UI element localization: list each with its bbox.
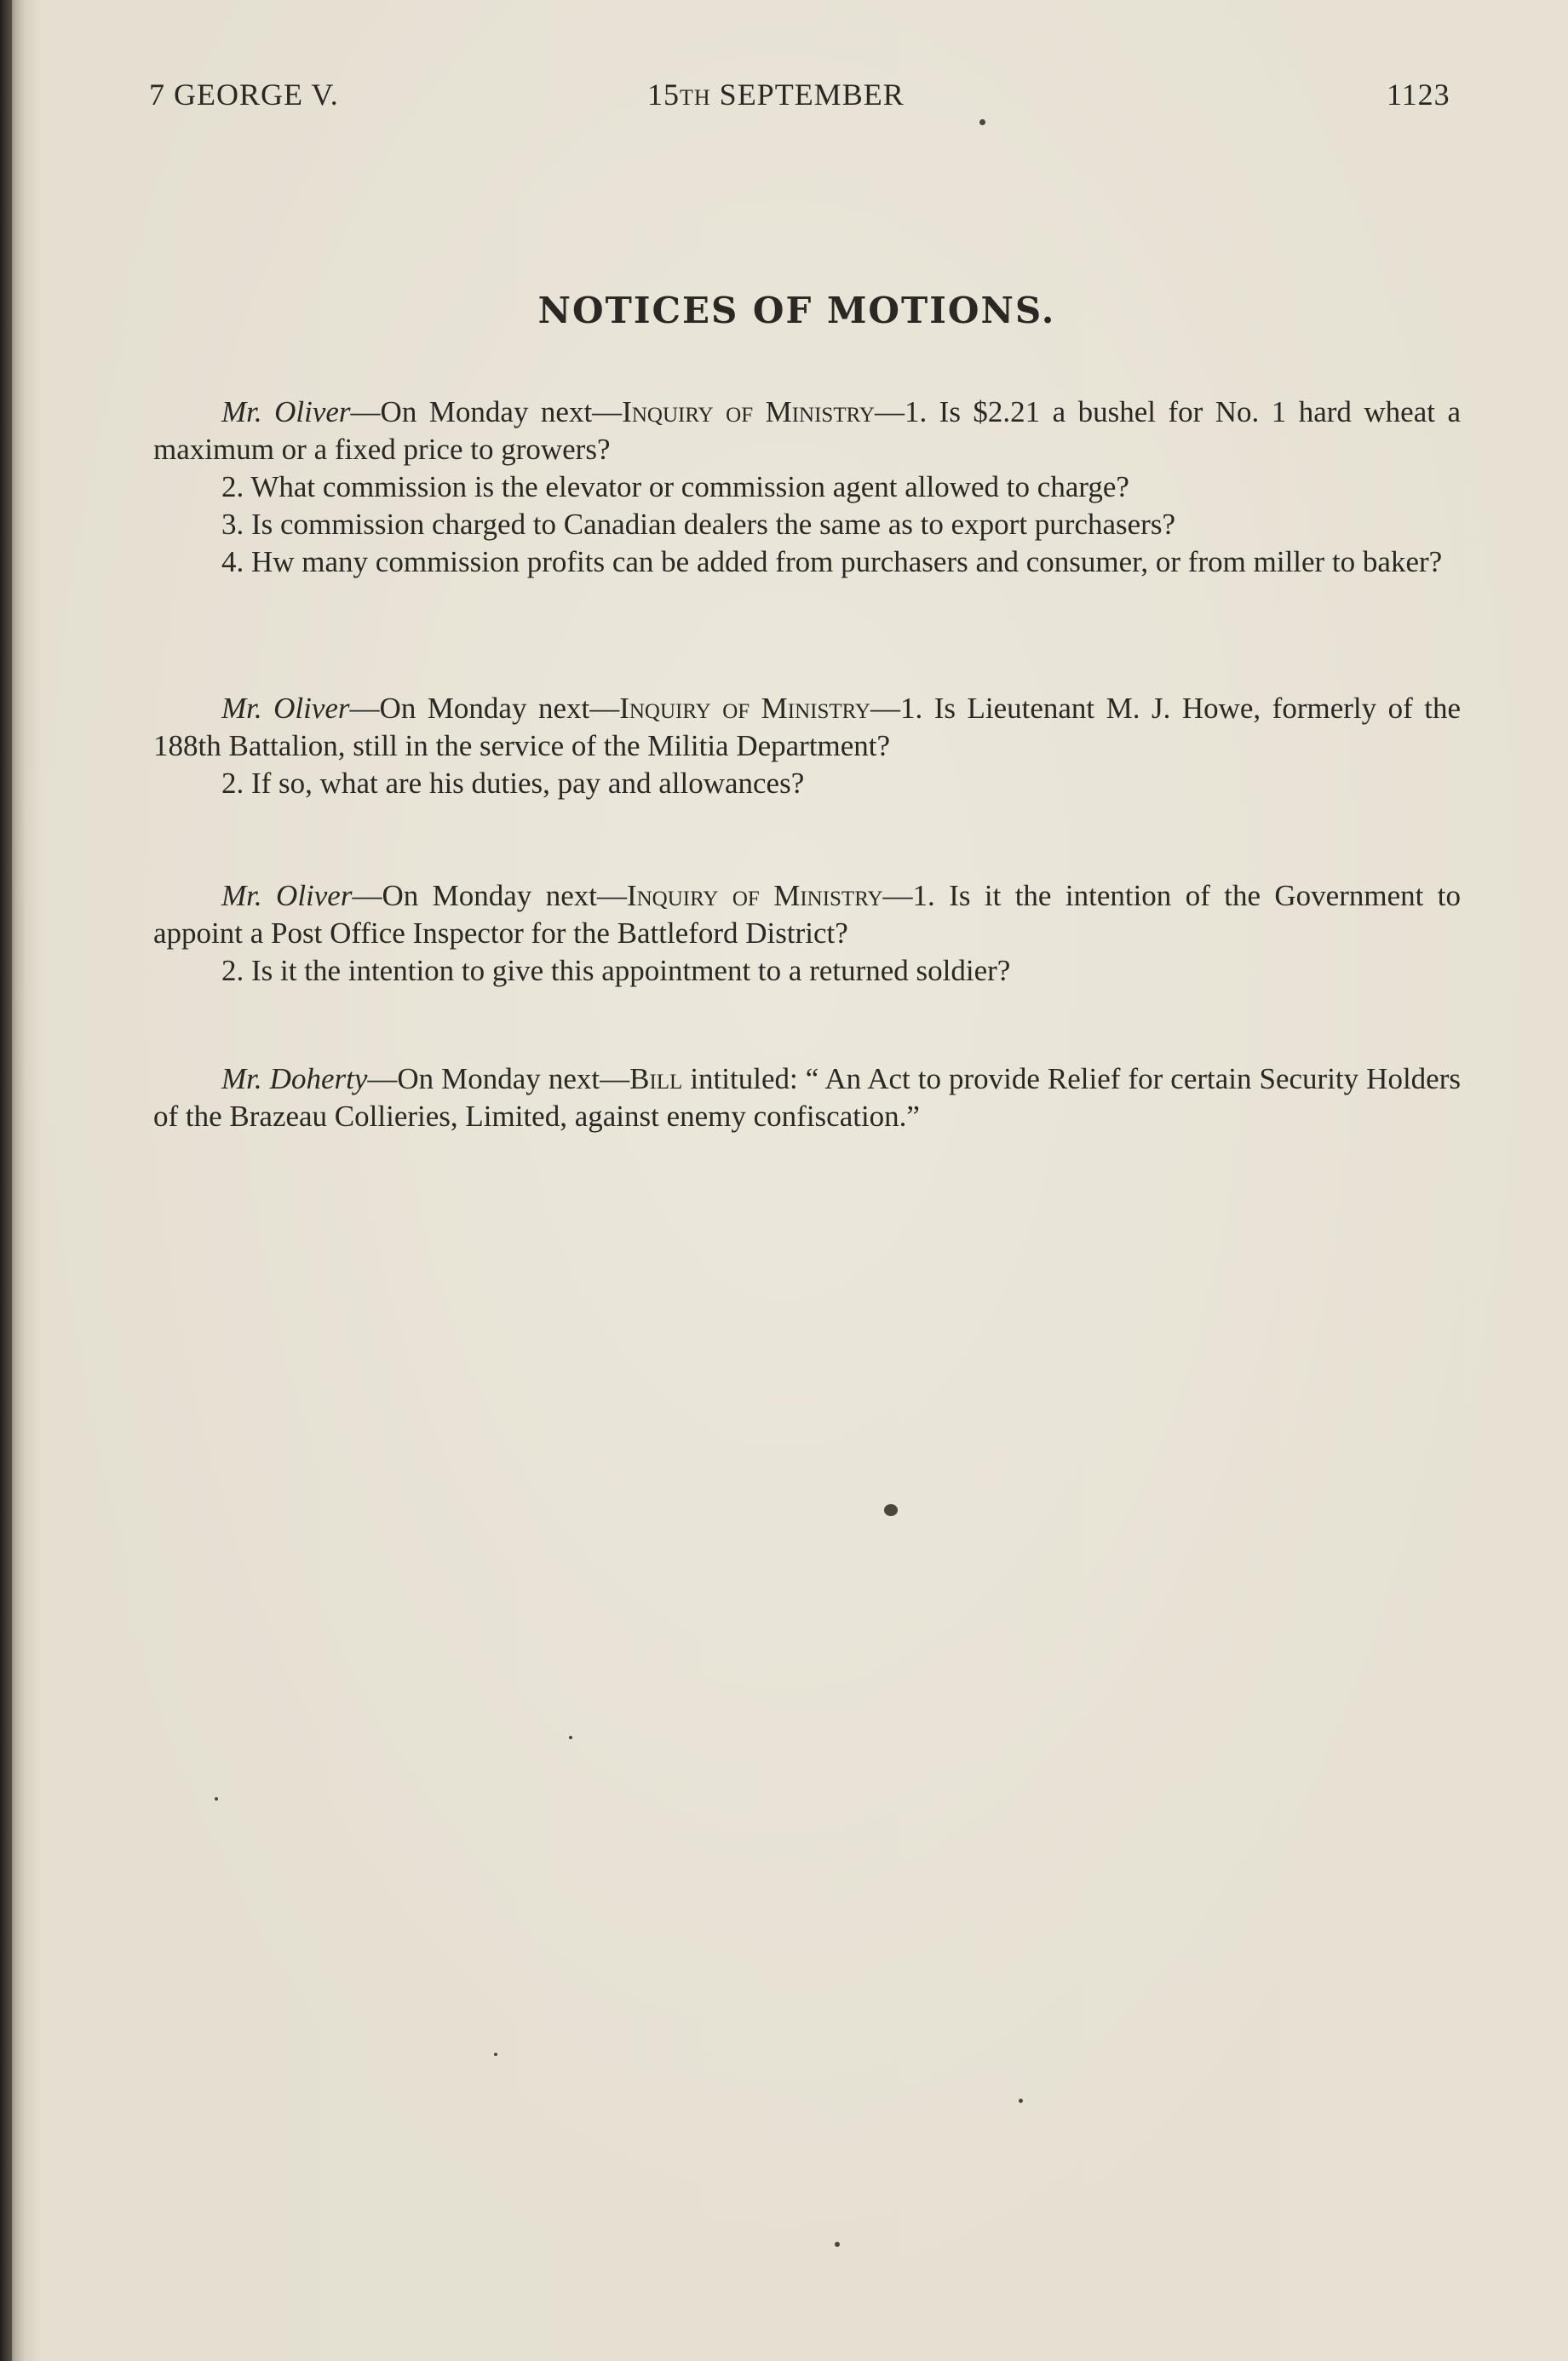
mover-name: Mr. Doherty [221,1062,368,1095]
paper-speck [494,2053,497,2056]
page-title: NOTICES OF MOTIONS. [537,290,1056,331]
notice [153,1060,1461,1135]
mover-name: Mr. Oliver [221,879,353,912]
date-day: 15 [647,78,680,112]
running-head [0,77,1568,119]
notice-kind: Bill [629,1062,683,1095]
notice-kind: Inquiry of Ministry [626,879,883,912]
date-heading [647,77,905,112]
paper-speck [835,2242,840,2247]
notice-intro: —On Monday next— [349,692,620,725]
date-ordinal: TH [680,85,711,110]
notice-item: 2. Is it the intention to give this appointment to a returned soldier? [221,954,1011,987]
notice-item: 4. Hw many commission profits can be added from purchasers and consumer, or from miller to baker? [221,545,1443,578]
notice-intro: —On Monday next— [367,1062,630,1095]
notice [153,877,1461,990]
notice-item: 3. Is commission charged to Canadian dealers the same as to export purchasers? [221,508,1175,541]
paper-speck [884,1504,898,1516]
notice-intro: —On Monday next— [350,395,623,428]
paper-speck [215,1797,218,1801]
notice-kind: Inquiry of Ministry [619,692,870,725]
notice-first-paragraph [153,394,1461,468]
notice-intro: —On Monday next— [352,879,627,912]
notice [153,690,1461,802]
binding-shadow [0,0,12,2361]
mover-name: Mr. Oliver [221,692,350,725]
notice-question: —1. Is $2.21 a bushel for No. 1 hard wheat a maximum or a fixed price to growers? [153,395,1461,466]
paper-speck [569,1736,572,1739]
notice [153,394,1461,581]
mover-name: Mr. Oliver [221,395,351,428]
notice-first-paragraph [153,1060,1461,1135]
notice-question: —1. Is Lieutenant M. J. Howe, formerly of the 188th Battalion, still in the service of the Militia Department? [153,692,1461,762]
paper-speck [979,119,985,125]
date-month: SEPTEMBER [719,78,905,112]
notice-item: 2. What commission is the elevator or commission agent allowed to charge? [221,470,1129,503]
regnal-year: 7 GEORGE V. [149,78,339,112]
notice-item: 2. If so, what are his duties, pay and allowances? [221,767,805,800]
page-number: 1123 [1387,78,1450,112]
notice-kind: Inquiry of Ministry [622,395,875,428]
notice-first-paragraph [153,877,1461,952]
notice-first-paragraph [153,690,1461,765]
notice-question: —1. Is it the intention of the Government to appoint a Post Office Inspector for the Battleford District? [153,879,1461,950]
paper-speck [1019,2099,1023,2103]
notice-question: intituled: “ An Act to provide Relief for certain Security Holders of the Brazeau Collieries, Limited, against enemy confiscation.” [153,1062,1461,1133]
